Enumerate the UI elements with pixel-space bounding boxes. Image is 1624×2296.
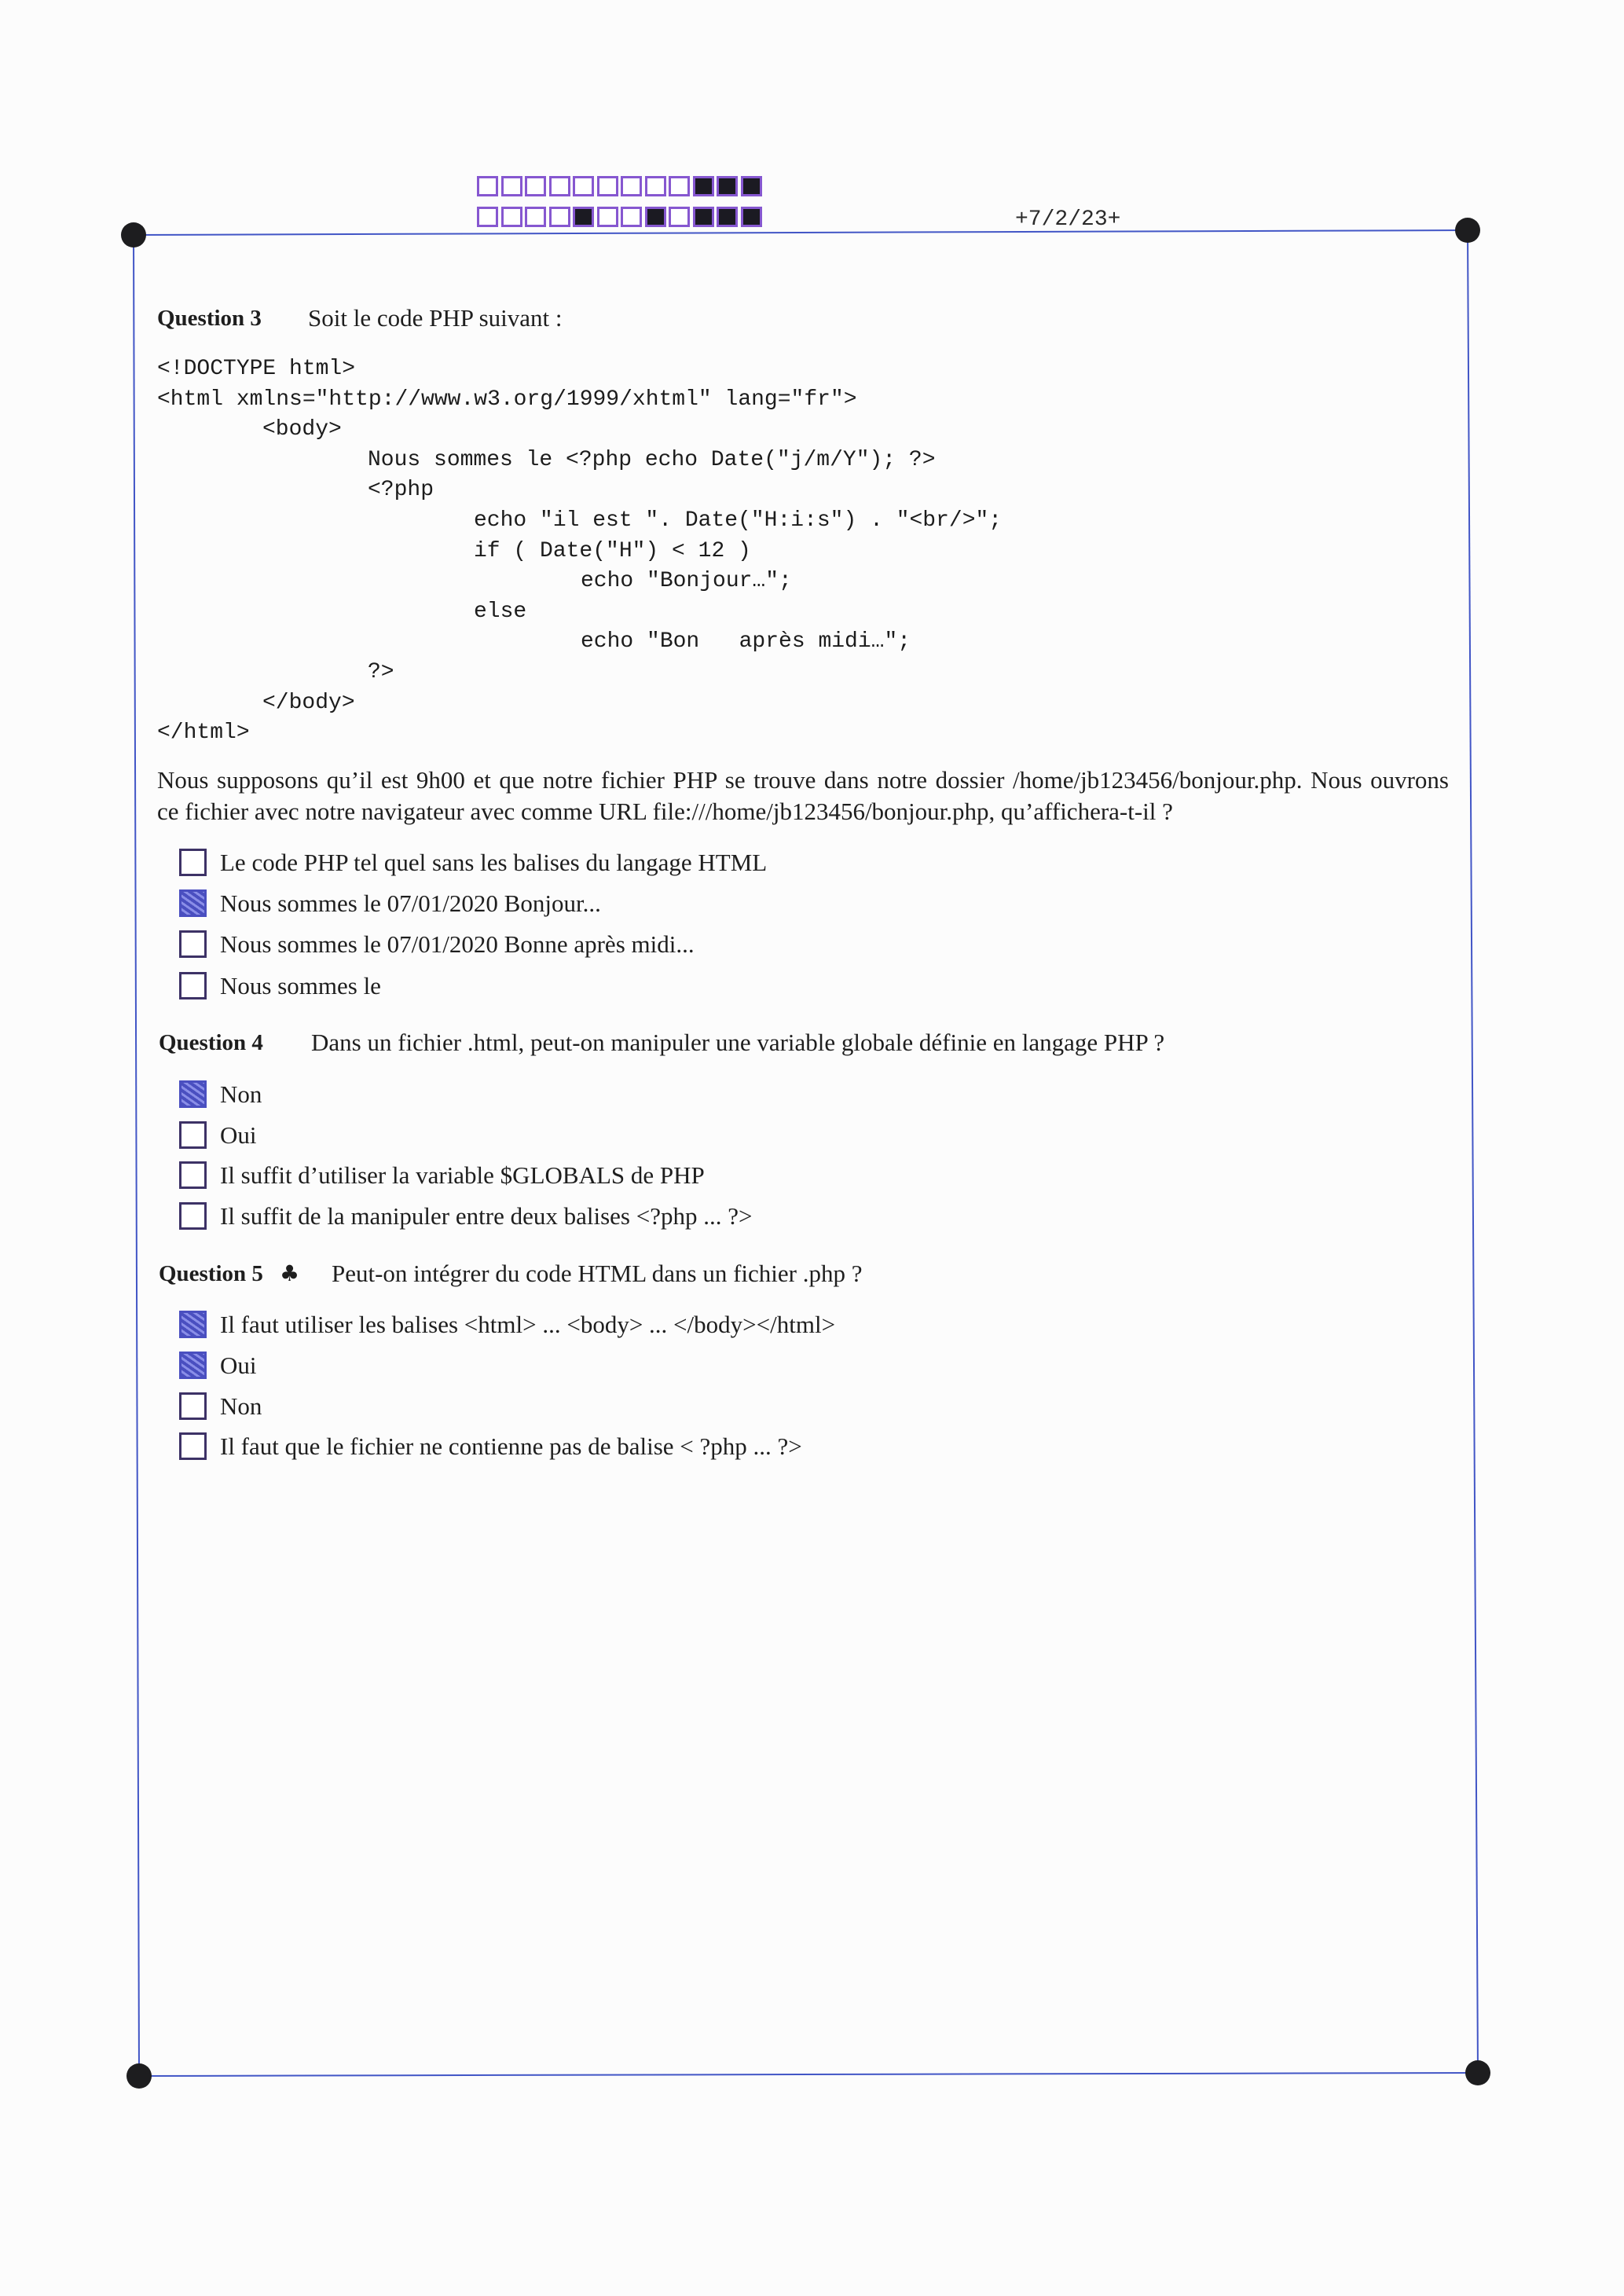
answer-option (179, 970, 1436, 1002)
checkbox-checked (179, 1352, 207, 1379)
answer-option-text: Nous sommes le 07/01/2020 Bonjour... (220, 889, 601, 917)
code-line: <html xmlns="http://www.w3.org/1999/xhtml" lang="fr"> (157, 387, 857, 412)
answer-option-text: Il suffit d’utiliser la variable $GLOBALS de PHP (220, 1161, 705, 1189)
id-mark-empty (525, 176, 546, 196)
answer-option (179, 1079, 1436, 1110)
id-mark-filled (717, 207, 738, 227)
checkbox (179, 1121, 207, 1149)
id-mark-filled (741, 207, 762, 227)
id-mark-empty (525, 207, 546, 227)
code-line: </body> (262, 690, 355, 715)
checkbox-checked (179, 1080, 207, 1108)
answer-option-text: Il suffit de la manipuler entre deux balises <?php ... ?> (220, 1202, 753, 1230)
question-prompt: Soit le code PHP suivant : (308, 304, 563, 332)
id-mark-empty (549, 176, 570, 196)
code-line: Nous sommes le <?php echo Date("j/m/Y"); ?> (368, 447, 936, 472)
answer-option (179, 1391, 1436, 1422)
id-mark-empty (477, 176, 498, 196)
id-mark-filled (693, 176, 714, 196)
question-label: Question 4 (159, 1030, 263, 1055)
answer-option (179, 888, 1436, 919)
question-heading (159, 1258, 1494, 1289)
corner-mark-bottom-right (1465, 2060, 1490, 2085)
id-marks-row-1 (477, 176, 764, 196)
question-label: Question 3 (157, 306, 262, 331)
answer-option-text: Non (220, 1392, 262, 1420)
id-mark-filled (717, 176, 738, 196)
question-prompt: Peut-on intégrer du code HTML dans un fichier .php ? (332, 1260, 863, 1287)
answer-option (179, 1431, 1436, 1462)
answer-option (179, 847, 1436, 878)
id-mark-filled (693, 207, 714, 227)
checkbox (179, 849, 207, 876)
answer-option-text: Le code PHP tel quel sans les balises du langage HTML (220, 849, 768, 876)
checkbox-checked (179, 889, 207, 917)
id-mark-filled (573, 207, 594, 227)
code-line: if ( Date("H") < 12 ) (474, 538, 751, 563)
corner-mark-bottom-left (126, 2063, 152, 2089)
answer-option (179, 1120, 1436, 1151)
answer-option (179, 1160, 1436, 1191)
checkbox (179, 1432, 207, 1460)
page-code: +7/2/23+ (1015, 207, 1121, 232)
checkbox (179, 930, 207, 958)
code-line: <body> (262, 417, 342, 442)
question-context-line: ce fichier avec notre navigateur avec comme URL file:///home/jb123456/bonjour.php, qu’affichera-t-il ? (157, 798, 1173, 825)
id-mark-empty (477, 207, 498, 227)
id-mark-empty (549, 207, 570, 227)
club-icon: ♣ (280, 1260, 300, 1286)
id-mark-empty (597, 176, 618, 196)
frame-line-top (134, 230, 1468, 235)
id-mark-empty (621, 207, 642, 227)
frame-line-left (134, 235, 139, 2076)
question-heading (157, 303, 1493, 334)
code-line: ?> (368, 659, 394, 684)
id-mark-empty (669, 207, 690, 227)
code-line: <!DOCTYPE html> (157, 357, 356, 381)
id-mark-empty (501, 176, 522, 196)
code-line: </html> (157, 721, 250, 746)
answer-option-text: Il faut utiliser les balises <html> ... <body> ... </body></html> (220, 1311, 836, 1338)
answer-option (179, 929, 1436, 960)
code-line: echo "il est ". Date("H:i:s") . "<br/>"; (474, 508, 1003, 533)
answer-option-text: Nous sommes le 07/01/2020 Bonne après midi... (220, 930, 695, 958)
answer-option-text: Oui (220, 1121, 257, 1149)
code-line: else (474, 599, 527, 624)
id-mark-filled (645, 207, 666, 227)
question-prompt: Dans un fichier .html, peut-on manipuler une variable globale définie en langage PHP ? (311, 1029, 1165, 1056)
checkbox (179, 972, 207, 999)
code-line: <?php (368, 478, 434, 503)
checkbox-checked (179, 1311, 207, 1338)
corner-mark-top-left (121, 222, 146, 248)
id-mark-empty (669, 176, 690, 196)
question-heading (159, 1027, 1494, 1058)
frame-line-bottom (139, 2073, 1478, 2076)
id-mark-empty (501, 207, 522, 227)
checkbox (179, 1161, 207, 1189)
answer-option-text: Nous sommes le (220, 972, 381, 999)
answer-option-text: Non (220, 1080, 262, 1108)
answer-option-text: Oui (220, 1352, 257, 1379)
id-mark-empty (597, 207, 618, 227)
id-mark-empty (621, 176, 642, 196)
answer-option (179, 1309, 1436, 1341)
code-line: echo "Bonjour…"; (581, 569, 792, 594)
question-context-line: Nous supposons qu’il est 9h00 et que notre fichier PHP se trouve dans notre dossier /home/jb123456/bonjour.php. Nous ouvrons (157, 766, 1449, 794)
answer-option (179, 1350, 1436, 1381)
id-marks-row-2 (477, 207, 764, 227)
id-mark-empty (573, 176, 594, 196)
checkbox (179, 1202, 207, 1230)
id-mark-empty (645, 176, 666, 196)
code-line: echo "Bon après midi…"; (581, 629, 911, 655)
id-mark-filled (741, 176, 762, 196)
answer-option (179, 1201, 1436, 1232)
corner-mark-top-right (1455, 218, 1480, 243)
question-label: Question 5 (159, 1261, 263, 1286)
code-block (157, 354, 1493, 749)
checkbox (179, 1392, 207, 1420)
answer-option-text: Il faut que le fichier ne contienne pas de balise < ?php ... ?> (220, 1432, 802, 1460)
